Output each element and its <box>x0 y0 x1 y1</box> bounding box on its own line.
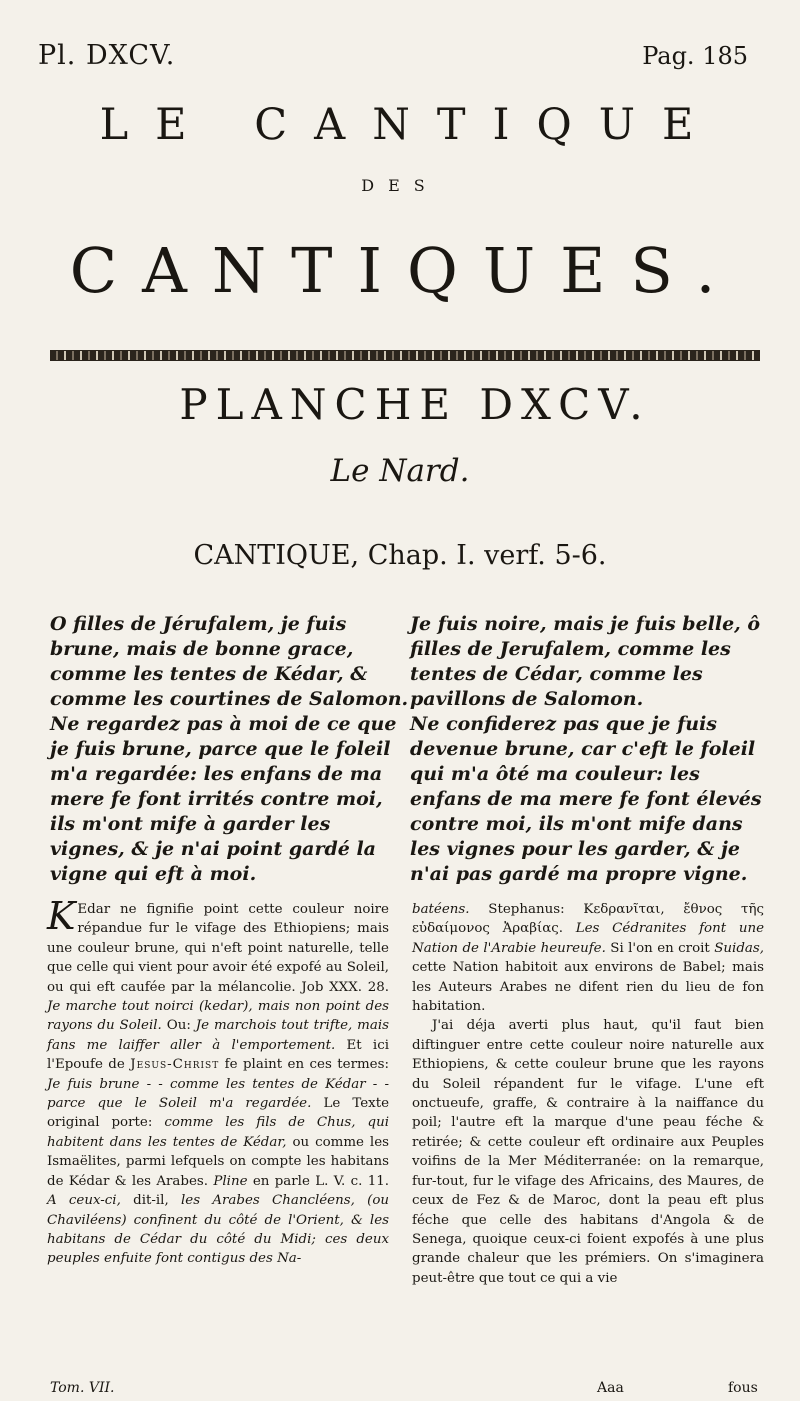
commentary-left-paragraph: K Edar ne fignifie point cette couleur noire répandue fur le vifage des Ethiopiens; mais une couleur brune, qui n'eft point naturelle, telle que celle qui vient pour avoir été expofé au Soleil, ou qui eft caufée par la mélancolie. Job XXX. 28. Je marche tout noirci (kedar), mais non point des rayons du Soleil. Ou: Je marchois tout trifte, mais fans me laiffer aller à l'emportement. Et ici l'Epoufe de Jesus-Christ fe plaint en ces termes: Je fuis brune - - comme les tentes de Kédar - - parce que le Soleil m'a regardée. Le Texte original porte: comme les fils de Chus, qui habitent dans les tentes de Kédar, ou comme les Ismaëlites, parmi lefquels on compte les habitans de Kédar & les Arabes. Pline en parle L. V. c. 11. A ceux-ci, dit-il, les Arabes Chancléens, (ou Chaviléens) confinent du côté de l'Orient, & les habitans de Cédar du côté du Midi; ces deux peuples enfuite font contigus des Na- <box>47 894 390 1267</box>
chapter-citation: CANTIQUE, Chap. I. verf. 5-6. <box>193 540 607 571</box>
commentary-column-right <box>412 900 764 1288</box>
plate-number: Pl. DXCV. <box>38 40 176 71</box>
plate-title: PLANCHE DXCV. <box>179 380 651 429</box>
verse-left-5: O filles de Jérufalem, je fuis brune, mais de bonne grace, comme les tentes de Kédar, & comme les courtines de Salomon. <box>50 613 409 710</box>
drop-cap: K <box>47 894 76 938</box>
commentary-right-paragraph-1: batéens. Stephanus: Κεδρανῖται, ἔθνος τῆς εὐδαίμονος Ἀραβίας. Les Cédranites font une Nation de l'Arabie heureufe. Si l'on en croit Suidas, cette Nation habitoit aux environs de Babel; mais les Auteurs Arabes ne difent rien du lieu de fon habitation. <box>412 902 764 1015</box>
plate-subject: Le Nard. <box>330 453 470 489</box>
page-number: Pag. 185 <box>642 42 748 70</box>
commentary-right-paragraph-2: J'ai déja averti plus haut, qu'il faut bien diftinguer entre cette couleur noire naturelle aux Ethiopiens, & cette couleur brune que les rayons du Soleil répandent fur le vifage. L'une eft onctueufe, graffe, & contraire à la naiffance du poil; l'autre eft la marque d'une peau féche & retirée; & cette couleur eft ordinaire aux Peuples voifins de la Mer Méditerranée: on la remarque, fur-tout, fur le vifage des Africains, des Maures, de ceux de Fez & de Maroc, dont la peau eft plus féche que celle des habitans d'Angola & de Senega, quoique ceux-ci foient expofés à une plus grande chaleur que les prémiers. On s'imaginera peut-être que tout ce qui a vie <box>412 1018 764 1286</box>
verse-right-6: Ne confiderez pas que je fuis devenue brune, car c'eft le foleil qui m'a ôté ma couleur: les enfans de ma mere fe font élevés contre moi, ils m'ont mife dans les vignes pour les garder, & je n'ai pas gardé ma propre vigne. <box>410 713 762 885</box>
signature-mark: Aaa <box>597 1380 624 1396</box>
volume-number: Tom. VII. <box>50 1380 115 1396</box>
title-line-2: DES <box>361 176 439 195</box>
verse-left-6: Ne regardez pas à moi de ce que je fuis brune, parce que le foleil m'a regardée: les enfans de ma mere fe font irrités contre moi, ils m'ont mife à garder les vignes, & je n'ai point gardé la vigne qui eft à moi. <box>50 713 397 885</box>
verse-column-right <box>410 612 772 887</box>
catchword: fous <box>728 1380 758 1396</box>
verse-right-5: Je fuis noire, mais je fuis belle, ô filles de Jerufalem, comme les tentes de Cédar, comme les pavillons de Salomon. <box>410 613 761 710</box>
title-line-3: CANTIQUES. <box>69 234 741 307</box>
ornamental-rule <box>50 350 760 361</box>
commentary-column-left <box>47 894 390 1269</box>
title-line-1: LE CANTIQUE <box>99 100 721 150</box>
verse-column-left <box>50 612 410 887</box>
